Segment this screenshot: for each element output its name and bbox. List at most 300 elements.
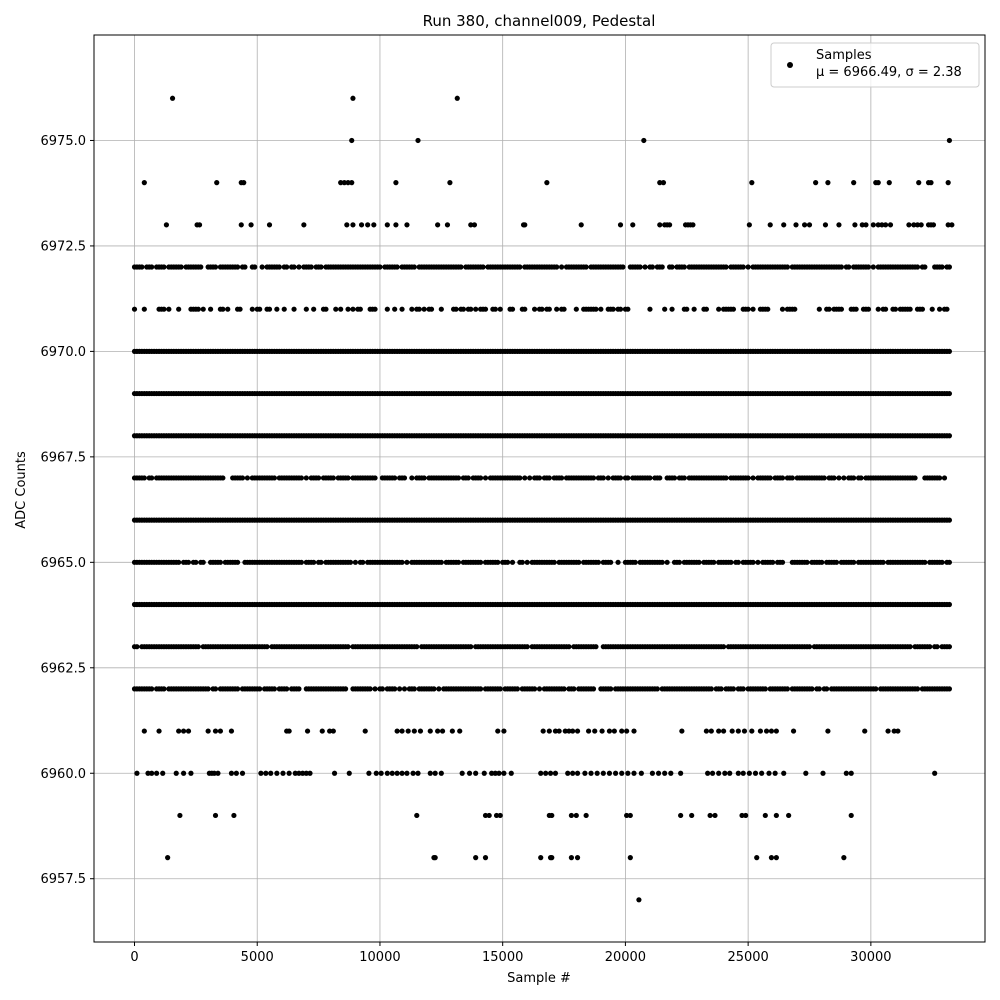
data-point [412,728,417,733]
data-point [750,475,755,480]
data-point [404,222,409,227]
data-point [358,307,363,312]
data-point [716,771,721,776]
data-point [781,222,786,227]
data-point [397,686,402,691]
data-point [522,475,527,480]
data-point [299,475,304,480]
data-point [598,307,603,312]
data-point [781,771,786,776]
data-point [274,307,279,312]
data-point [331,728,336,733]
data-point [436,686,441,691]
data-point [942,475,947,480]
data-point [177,813,182,818]
data-point [628,855,633,860]
data-point [305,728,310,733]
data-point [468,644,473,649]
data-point [650,264,655,269]
data-point [873,686,878,691]
data-point [493,307,498,312]
data-point [409,475,414,480]
data-point [620,264,625,269]
data-point [937,307,942,312]
data-point [395,264,400,269]
data-point [863,222,868,227]
data-point [473,855,478,860]
x-tick-label: 30000 [850,950,892,965]
data-point [409,307,414,312]
data-point [291,307,296,312]
data-point [831,475,836,480]
data-point [607,771,612,776]
data-point [345,307,350,312]
data-point [385,771,390,776]
data-point [414,644,419,649]
data-point [188,771,193,776]
data-point [218,560,223,565]
data-point [447,180,452,185]
data-point [731,307,736,312]
data-point [608,560,613,565]
chart-title: Run 380, channel009, Pedestal [422,12,656,30]
data-point [876,180,881,185]
data-point [661,180,666,185]
data-point [930,307,935,312]
data-point [498,307,503,312]
data-point [483,855,488,860]
x-tick-label: 10000 [359,950,401,965]
data-point [746,307,751,312]
data-point [641,138,646,143]
data-point [510,560,515,565]
data-point [813,180,818,185]
data-point [549,813,554,818]
data-point [849,813,854,818]
data-point [554,264,559,269]
data-point [774,728,779,733]
data-point [257,686,262,691]
data-point [920,307,925,312]
data-point [478,686,483,691]
data-point [866,264,871,269]
data-point [746,475,751,480]
data-point [947,391,952,396]
data-point [768,222,773,227]
data-point [220,475,225,480]
data-point [165,855,170,860]
data-point [915,686,920,691]
data-point [887,180,892,185]
y-tick-label: 6960.0 [40,766,86,782]
data-point [284,264,289,269]
data-point [368,686,373,691]
data-point [611,307,616,312]
data-point [399,307,404,312]
data-point [722,771,727,776]
legend [771,43,979,87]
data-point [142,180,147,185]
data-point [149,771,154,776]
data-point [753,771,758,776]
data-point [156,728,161,733]
data-point [750,560,755,565]
data-point [284,686,289,691]
data-point [601,771,606,776]
data-point [161,307,166,312]
data-point [677,560,682,565]
data-point [657,475,662,480]
data-point [758,728,763,733]
data-point [916,180,921,185]
data-point [267,222,272,227]
data-point [239,222,244,227]
data-point [517,475,522,480]
data-point [268,771,273,776]
data-point [301,222,306,227]
data-point [774,855,779,860]
data-point [291,264,296,269]
y-tick-label: 6967.5 [40,450,86,466]
data-point [197,222,202,227]
y-axis-label: ADC Counts [14,451,29,529]
data-point [487,813,492,818]
data-point [723,264,728,269]
data-point [456,475,461,480]
data-point [235,686,240,691]
data-point [399,771,404,776]
data-point [678,771,683,776]
data-point [908,307,913,312]
data-point [311,560,316,565]
data-point [149,475,154,480]
data-point [647,475,652,480]
data-point [586,728,591,733]
data-point [395,728,400,733]
data-point [467,771,472,776]
data-point [584,264,589,269]
data-point [692,307,697,312]
data-point [538,771,543,776]
data-point [393,222,398,227]
data-point [307,771,312,776]
data-point [402,475,407,480]
data-point [817,307,822,312]
data-point [593,307,598,312]
data-point [510,307,515,312]
data-point [412,686,417,691]
data-point [176,307,181,312]
data-point [366,771,371,776]
data-point [457,728,462,733]
data-point [237,307,242,312]
data-point [769,855,774,860]
data-point [804,560,809,565]
data-point [282,307,287,312]
data-point [142,475,147,480]
data-point [498,813,503,818]
data-point [931,222,936,227]
data-point [618,307,623,312]
data-point [371,222,376,227]
data-point [218,728,223,733]
data-point [201,307,206,312]
data-point [213,813,218,818]
data-point [344,222,349,227]
data-point [468,307,473,312]
data-point [807,644,812,649]
x-tick-label: 5000 [240,950,274,965]
y-tick-label: 6957.5 [40,872,86,888]
data-point [822,475,827,480]
data-point [422,475,427,480]
data-point [331,475,336,480]
data-point [390,771,395,776]
data-point [705,771,710,776]
data-point [742,728,747,733]
data-point [439,307,444,312]
data-point [946,180,951,185]
data-point [721,644,726,649]
data-point [393,180,398,185]
data-point [385,307,390,312]
data-point [947,518,952,523]
data-point [304,475,309,480]
data-point [667,222,672,227]
data-point [258,771,263,776]
data-point [871,222,876,227]
data-point [501,728,506,733]
data-point [592,728,597,733]
data-point [139,264,144,269]
data-point [520,560,525,565]
data-point [749,728,754,733]
data-point [181,771,186,776]
data-point [763,686,768,691]
data-point [435,222,440,227]
data-point [234,771,239,776]
data-point [332,771,337,776]
data-point [263,771,268,776]
data-point [690,222,695,227]
data-point [791,728,796,733]
data-point [359,222,364,227]
data-point [544,180,549,185]
data-point [543,771,548,776]
data-point [206,686,211,691]
data-point [380,686,385,691]
data-point [665,560,670,565]
data-point [854,307,859,312]
data-point [662,771,667,776]
data-point [547,475,552,480]
data-point [730,728,735,733]
data-point [186,560,191,565]
data-point [606,475,611,480]
data-point [537,686,542,691]
data-point [912,475,917,480]
data-point [908,644,913,649]
data-point [803,771,808,776]
data-point [947,560,952,565]
data-point [947,138,952,143]
data-point [947,644,952,649]
data-point [161,264,166,269]
data-point [764,728,769,733]
data-point [445,222,450,227]
data-point [939,560,944,565]
data-point [473,307,478,312]
data-point [743,813,748,818]
data-point [428,771,433,776]
data-point [547,728,552,733]
data-point [588,771,593,776]
data-point [669,264,674,269]
data-point [385,222,390,227]
data-point [561,686,566,691]
data-point [402,686,407,691]
data-point [345,644,350,649]
data-point [299,560,304,565]
data-point [723,475,728,480]
data-point [320,728,325,733]
data-point [372,475,377,480]
data-point [599,728,604,733]
data-point [392,686,397,691]
data-point [235,560,240,565]
data-point [363,728,368,733]
data-point [601,475,606,480]
data-point [472,222,477,227]
data-point [318,560,323,565]
data-point [669,307,674,312]
data-point [852,222,857,227]
data-point [785,686,790,691]
data-point [456,560,461,565]
data-point [827,307,832,312]
data-point [591,686,596,691]
data-point [220,307,225,312]
data-point [885,728,890,733]
data-point [766,771,771,776]
data-point [642,264,647,269]
data-point [824,686,829,691]
data-point [736,560,741,565]
data-point [915,264,920,269]
data-point [525,560,530,565]
data-point [154,771,159,776]
data-point [591,475,596,480]
data-point [483,475,488,480]
data-point [780,475,785,480]
data-point [668,771,673,776]
data-point [721,728,726,733]
data-point [547,307,552,312]
data-point [553,771,558,776]
data-point [404,771,409,776]
data-point [350,222,355,227]
data-point [793,222,798,227]
data-point [522,222,527,227]
data-point [893,307,898,312]
data-point [392,307,397,312]
data-point [435,728,440,733]
data-point [316,475,321,480]
data-point [947,686,952,691]
data-point [582,771,587,776]
data-point [149,264,154,269]
data-point [379,771,384,776]
data-point [574,307,579,312]
data-point [347,771,352,776]
data-point [660,264,665,269]
data-point [496,771,501,776]
data-point [414,813,419,818]
data-point [866,307,871,312]
data-point [142,307,147,312]
data-point [571,686,576,691]
data-point [333,307,338,312]
data-point [851,560,856,565]
data-point [895,728,900,733]
data-point [412,264,417,269]
data-point [395,771,400,776]
data-point [287,771,292,776]
data-point [949,222,954,227]
data-point [746,264,751,269]
data-point [836,475,841,480]
legend-marker [787,62,793,68]
data-point [440,728,445,733]
y-tick-label: 6972.5 [40,239,86,255]
data-point [679,728,684,733]
data-point [650,771,655,776]
data-point [552,560,557,565]
data-point [350,307,355,312]
data-point [576,560,581,565]
data-point [417,307,422,312]
data-point [939,264,944,269]
data-point [672,475,677,480]
data-point [780,560,785,565]
data-point [662,307,667,312]
data-point [260,264,265,269]
data-point [458,264,463,269]
data-point [539,307,544,312]
data-point [214,180,219,185]
data-point [595,771,600,776]
data-point [532,307,537,312]
data-point [631,771,636,776]
data-point [559,264,564,269]
data-point [849,771,854,776]
data-point [196,644,201,649]
data-point [750,307,755,312]
data-point [160,771,165,776]
data-point [881,560,886,565]
data-point [296,264,301,269]
data-point [922,560,927,565]
data-point [947,433,952,438]
data-point [922,264,927,269]
data-point [176,728,181,733]
data-point [844,771,849,776]
data-point [345,475,350,480]
data-point [947,349,952,354]
data-point [928,180,933,185]
data-point [242,264,247,269]
data-point [660,560,665,565]
